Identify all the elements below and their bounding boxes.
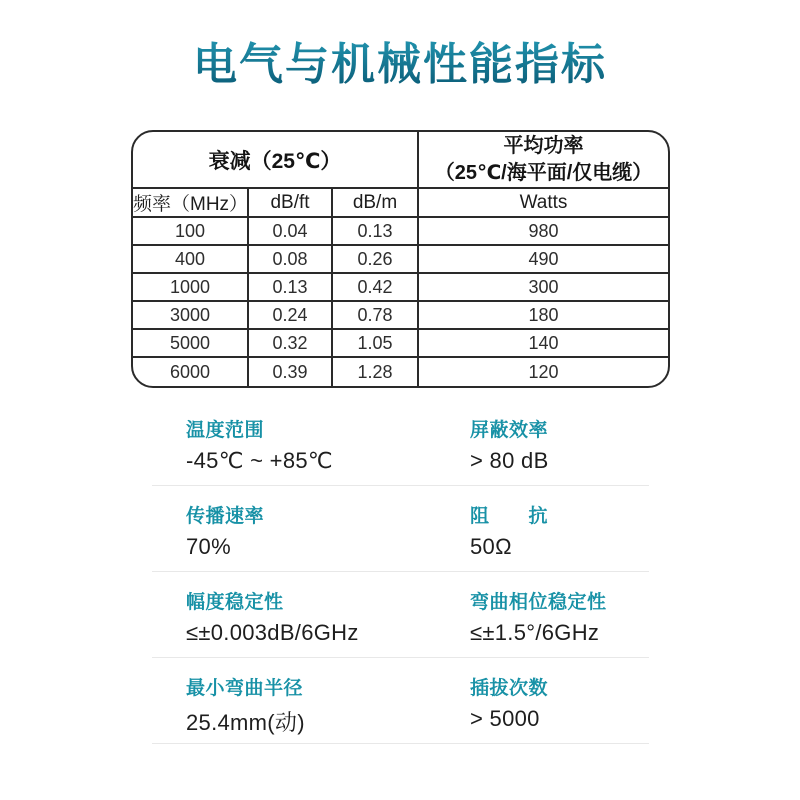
column-header-db-ft: dB/ft bbox=[249, 189, 333, 218]
spec-value-propagation-velocity: 70% bbox=[186, 534, 231, 559]
table-cell-dbft: 0.39 bbox=[249, 358, 333, 386]
spec-item-bend-phase-stability bbox=[470, 572, 649, 657]
spec-label-bend-phase-stability: 弯曲相位稳定性 bbox=[470, 592, 607, 613]
spec-value-bend-phase-stability: ≤±1.5°/6GHz bbox=[470, 620, 600, 645]
column-header-db-m: dB/m bbox=[333, 189, 419, 218]
spec-row-amplitude-phase-stability bbox=[152, 572, 649, 658]
spec-value-min-bend-radius: 25.4mm(动) bbox=[186, 710, 305, 735]
table-cell-dbm: 1.05 bbox=[333, 330, 419, 358]
spec-value-impedance: 50Ω bbox=[470, 534, 512, 559]
spec-item-impedance bbox=[470, 486, 649, 571]
spec-item-temperature-range bbox=[152, 400, 470, 485]
table-cell-watts: 300 bbox=[419, 274, 668, 302]
table-cell-dbm: 0.42 bbox=[333, 274, 419, 302]
spec-label-temperature-range: 温度范围 bbox=[186, 420, 265, 441]
spec-row-bend-radius-mating bbox=[152, 658, 649, 744]
table-cell-dbft: 0.08 bbox=[249, 246, 333, 274]
table-cell-dbm: 0.26 bbox=[333, 246, 419, 274]
column-header-watts: Watts bbox=[419, 189, 668, 218]
table-cell-dbft: 0.04 bbox=[249, 218, 333, 246]
table-cell-dbft: 0.24 bbox=[249, 302, 333, 330]
spec-row-velocity-impedance bbox=[152, 486, 649, 572]
table-cell-dbm: 1.28 bbox=[333, 358, 419, 386]
table-header-attenuation: 衰减（25℃） bbox=[133, 132, 419, 189]
table-cell-watts: 980 bbox=[419, 218, 668, 246]
table-cell-watts: 180 bbox=[419, 302, 668, 330]
table-header-average-power bbox=[419, 132, 668, 189]
spec-value-mating-cycles: > 5000 bbox=[470, 706, 540, 731]
spec-label-min-bend-radius: 最小弯曲半径 bbox=[186, 678, 304, 699]
spec-label-shielding-efficiency: 屏蔽效率 bbox=[470, 420, 549, 441]
table-cell-freq: 3000 bbox=[133, 302, 249, 330]
table-cell-dbm: 0.13 bbox=[333, 218, 419, 246]
table-cell-dbft: 0.32 bbox=[249, 330, 333, 358]
spec-item-mating-cycles bbox=[470, 658, 649, 743]
spec-value-amplitude-stability: ≤±0.003dB/6GHz bbox=[186, 620, 359, 645]
table-header-power-line2: （25℃/海平面/仅电缆） bbox=[434, 161, 653, 184]
spec-item-amplitude-stability bbox=[152, 572, 470, 657]
spec-value-temperature-range: -45℃ ~ +85℃ bbox=[186, 448, 333, 473]
table-cell-freq: 5000 bbox=[133, 330, 249, 358]
page-title: 电气与机械性能指标 bbox=[0, 28, 800, 92]
spec-item-shielding-efficiency bbox=[470, 400, 649, 485]
spec-item-propagation-velocity bbox=[152, 486, 470, 571]
table-header-power-line1: 平均功率 bbox=[503, 134, 584, 157]
table-cell-freq: 6000 bbox=[133, 358, 249, 386]
table-cell-dbm: 0.78 bbox=[333, 302, 419, 330]
spec-label-mating-cycles: 插拔次数 bbox=[470, 678, 549, 699]
spec-label-propagation-velocity: 传播速率 bbox=[186, 506, 265, 527]
table-cell-watts: 490 bbox=[419, 246, 668, 274]
spec-value-shielding-efficiency: > 80 dB bbox=[470, 448, 549, 473]
table-cell-freq: 100 bbox=[133, 218, 249, 246]
column-header-frequency: 频率（MHz） bbox=[133, 189, 249, 218]
table-cell-dbft: 0.13 bbox=[249, 274, 333, 302]
table-cell-freq: 1000 bbox=[133, 274, 249, 302]
spec-list bbox=[152, 400, 649, 744]
spec-row-temperature-shielding bbox=[152, 400, 649, 486]
spec-label-amplitude-stability: 幅度稳定性 bbox=[186, 592, 284, 613]
table-cell-watts: 140 bbox=[419, 330, 668, 358]
spec-label-impedance: 阻 抗 bbox=[470, 506, 549, 527]
attenuation-power-table bbox=[131, 130, 670, 388]
table-cell-watts: 120 bbox=[528, 361, 559, 382]
table-cell-freq: 400 bbox=[133, 246, 249, 274]
spec-item-min-bend-radius bbox=[152, 658, 470, 743]
